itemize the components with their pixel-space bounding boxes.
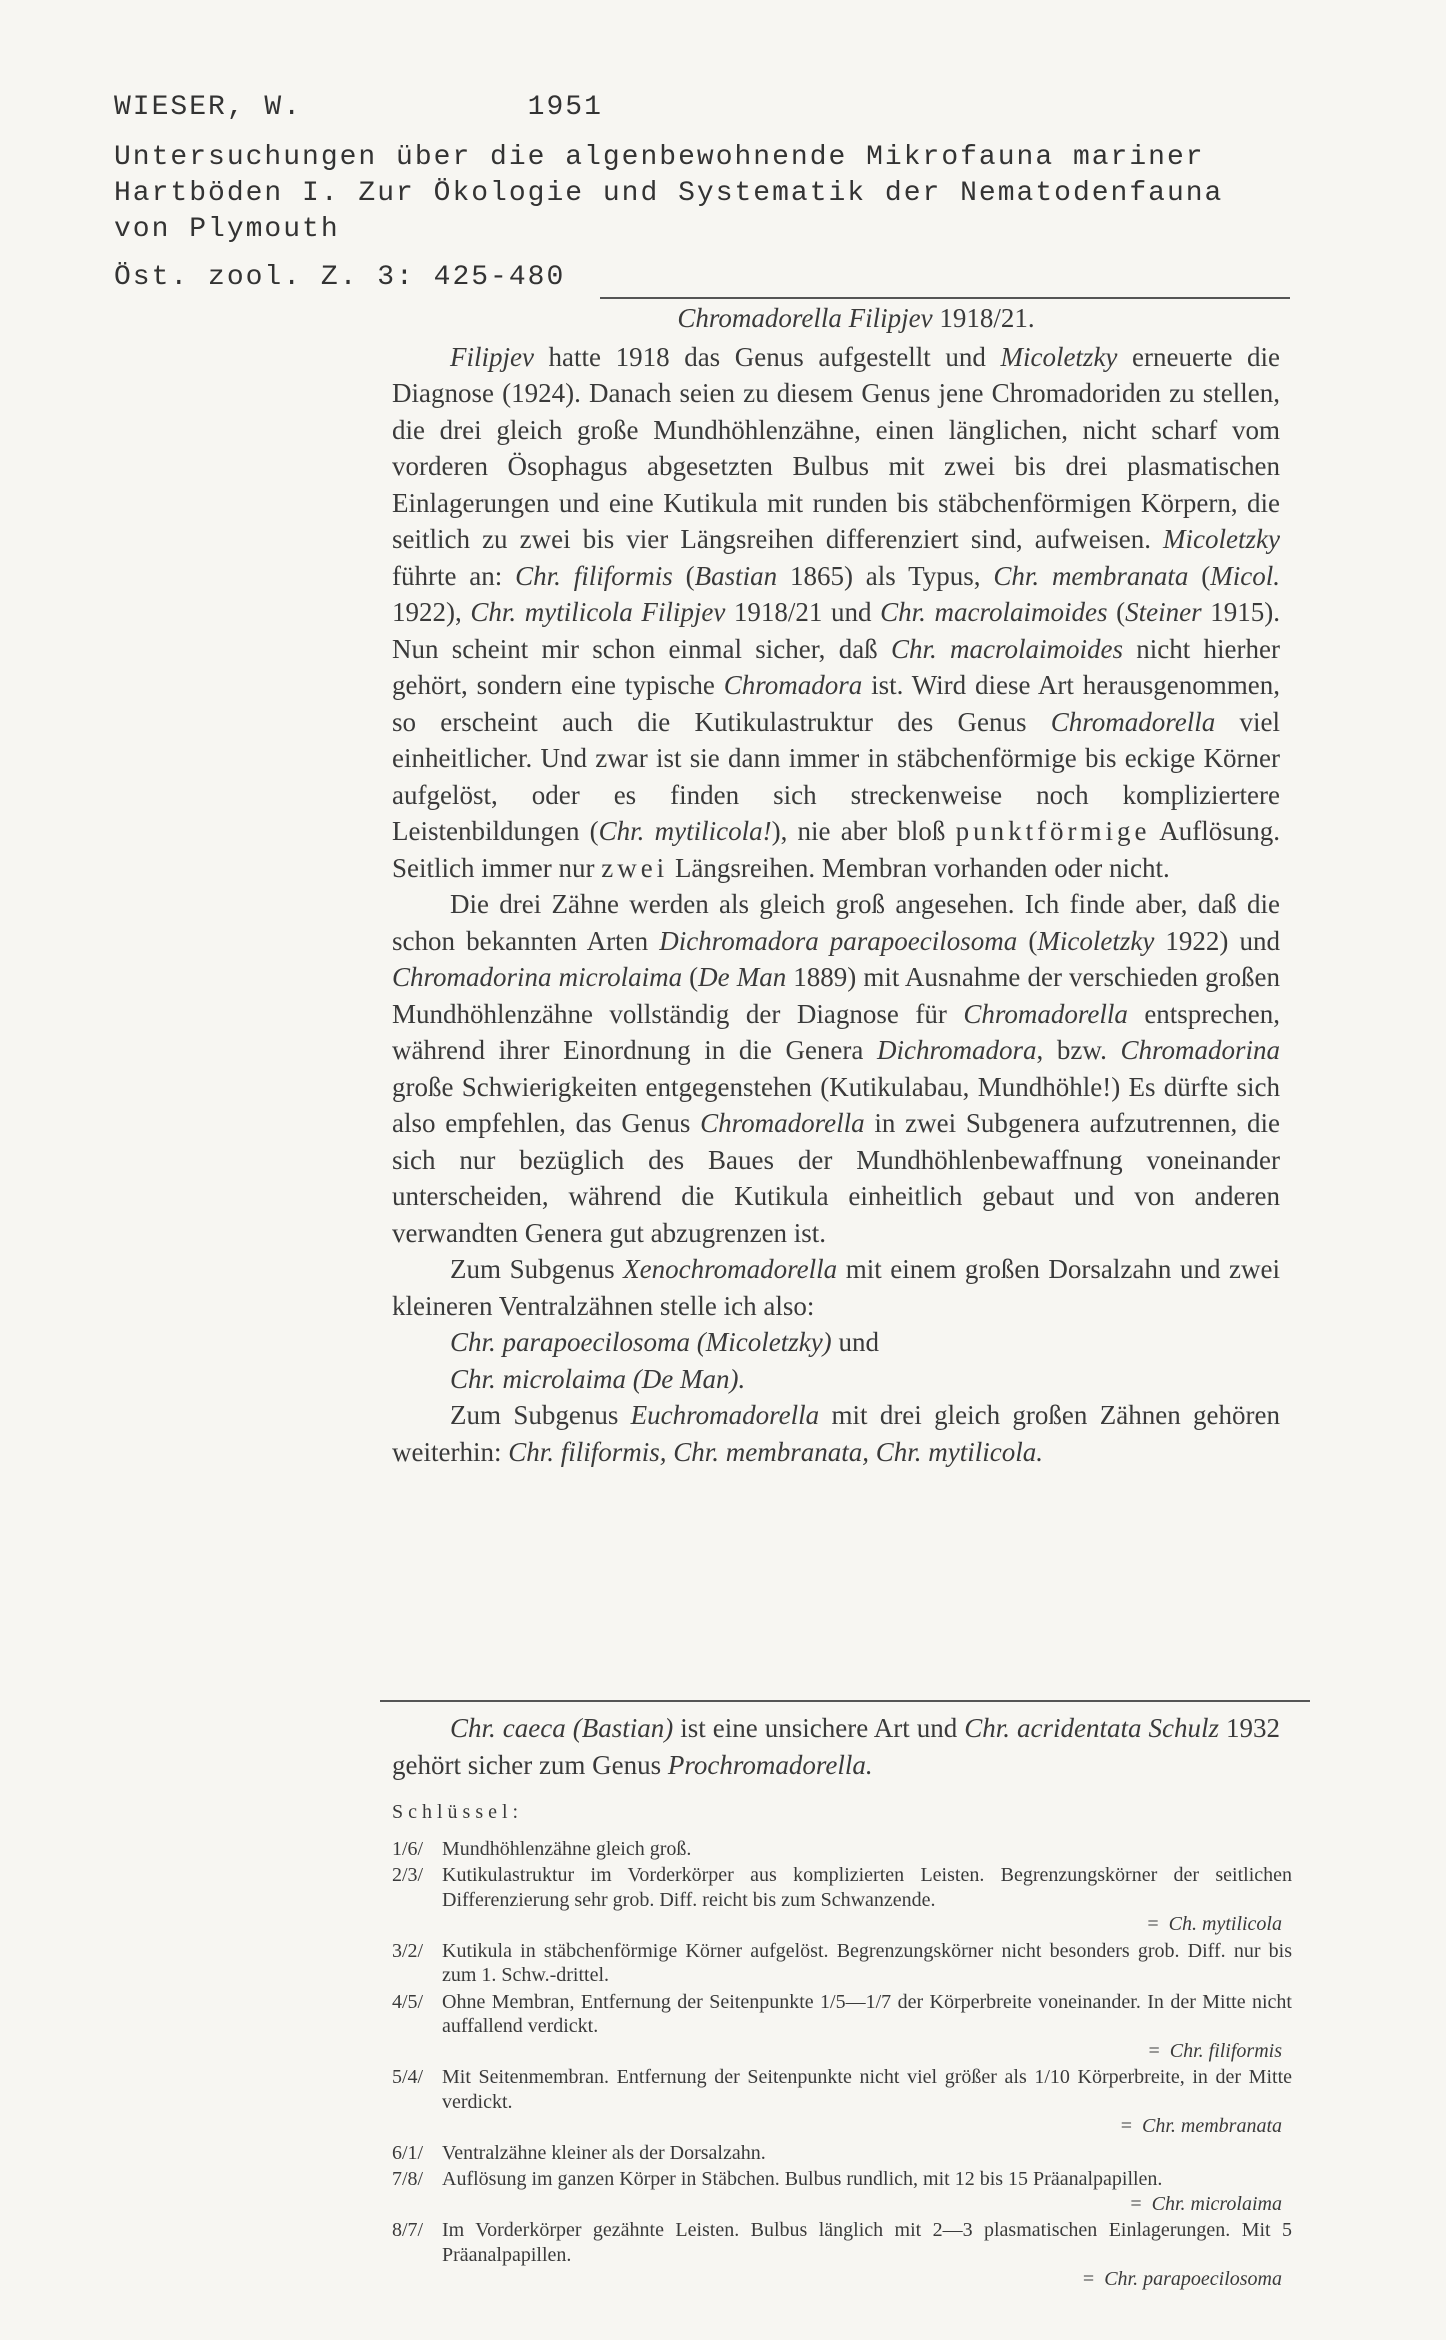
key-entry-text: Mit Seitenmembran. Entfernung der Seitenpunkte nicht viel größer als 1/10 Körperbreite, in der Mitte verdickt. = Chr. membranata (442, 2066, 1292, 2137)
key-entries (392, 1837, 1292, 2292)
text-run: Zum Subgenus (450, 1254, 624, 1284)
key-entry (392, 2065, 1292, 2139)
key-entry-number: 4/5/ (392, 1990, 424, 2013)
text-run: 1889) mit Ausnahme der verschieden großen Mundhöhlenzähne vollständig der Diagnose für (392, 962, 1280, 1029)
italic-term: Dichromadora parapoecilosoma (659, 925, 1018, 956)
species-list-item (392, 1324, 1280, 1361)
text-run: mit einem großen Dorsalzahn und zwei kleineren Ventralzähnen stelle ich also: (392, 1254, 1280, 1321)
italic-term: Chr. macrolaimoides (880, 597, 1108, 627)
text-run: 1932 gehört sicher zum Genus (392, 1713, 1280, 1780)
italic-term: Chromadorella (1050, 706, 1216, 737)
key-entry-text: Ohne Membran, Entfernung der Seitenpunkte 1/5—1/7 der Körperbreite voneinander. In der Mitte nicht auffallend verdickt. = Chr. filiformis (442, 1990, 1292, 2062)
note-paragraph (392, 1710, 1280, 1784)
text-run: , bzw. (1036, 1035, 1121, 1065)
italic-term: Chromadorella (963, 998, 1128, 1029)
text-run: hatte 1918 das Genus aufgestellt und (533, 341, 1001, 372)
identification-key (392, 1800, 1292, 2294)
italic-term: Chr. filiformis, Chr. membranata, Chr. mytilicola. (508, 1436, 1044, 1467)
text-run: Die drei Zähne werden als gleich groß angesehen. Ich finde aber, daß die schon bekannten Arten (392, 889, 1280, 956)
text-run: ( (1107, 597, 1126, 627)
spaced-emphasis: zwei (601, 852, 669, 883)
text-run: 1922), (392, 597, 471, 627)
text-run: Zum Subgenus (450, 1400, 631, 1430)
heading-genus: Chromadorella (677, 303, 842, 333)
italic-term: Chromadora (723, 670, 863, 700)
key-entry-text: Im Vorderkörper gezähnte Leisten. Bulbus länglich mit 2—3 plasmatischen Einlagerungen. Mit 5 Präanalpapillen. = Chr. parapoecilosoma (442, 2219, 1292, 2290)
citation-journal: Öst. zool. Z. 3: 425-480 (114, 262, 566, 293)
italic-term: Chromadorina microlaima (392, 962, 683, 992)
spaced-emphasis: punktförmige (955, 816, 1151, 846)
italic-term: Chr. macrolaimoides (890, 633, 1123, 664)
italic-term: Chr. membranata (993, 560, 1189, 591)
heading-author: Filipjev (848, 303, 933, 333)
italic-term: Chr. filiformis (515, 560, 673, 591)
key-entry-result: = Ch. mytilicola (1147, 1913, 1282, 1935)
citation-author-year: WIESER, W. 1951 (114, 92, 603, 123)
citation-title-line: von Plymouth (114, 214, 340, 245)
italic-term: Chr. mytilicola Filipjev (470, 597, 726, 627)
text-run: mit drei gleich großen Zähnen gehören weiterhin: (392, 1400, 1280, 1467)
key-title: Schlüssel: (392, 1801, 524, 1823)
italic-term: Steiner (1125, 597, 1202, 627)
italic-term: De Man (698, 962, 787, 992)
text-run: 1922) und (1154, 925, 1280, 956)
text-run: Auflösung. Seitlich immer nur (392, 816, 1280, 883)
italic-term: Xenochromadorella (623, 1254, 838, 1284)
italic-term: Chromadorina (1120, 1035, 1280, 1065)
note-text (392, 1710, 1280, 1784)
text-run: ist eine unsichere Art und (673, 1713, 965, 1743)
heading-year: 1918/21. (939, 303, 1035, 333)
key-entry (392, 2167, 1292, 2216)
italic-term: Chr. parapoecilosoma (Micoletzky) (450, 1327, 832, 1357)
text-run: 1915). Nun scheint mir schon einmal sicher, daß (392, 597, 1280, 664)
text-run: nicht hierher gehört, sondern eine typische (392, 633, 1280, 700)
paragraph (392, 339, 1280, 887)
italic-term: Chromadorella (700, 1108, 865, 1138)
italic-term: Micol. (1210, 560, 1280, 591)
italic-term: Euchromadorella (630, 1400, 820, 1430)
text-run: in zwei Subgenera aufzutrennen, die sich nur bezüglich des Baues der Mundhöhlenbewaffnung voneinander unterscheiden, während die Kutikula einheitlich gebaut und von anderen verwandten Genera gut abzugrenzen ist. (392, 1108, 1280, 1248)
key-entry-text: Kutikula in stäbchenförmige Körner aufgelöst. Begrenzungskörner nicht besonders grob. Diff. nur bis zum 1. Schw.-drittel. (442, 1939, 1292, 1986)
italic-term: Chr. microlaima (De Man). (450, 1363, 746, 1394)
italic-term: Filipjev (450, 341, 534, 372)
text-run: große Schwierigkeiten entgegenstehen (Kutikulabau, Mundhöhle!) Es dürfte sich also empfehlen, das Genus (392, 1071, 1280, 1138)
key-entry (392, 2141, 1292, 2166)
key-entry (392, 1939, 1292, 1988)
italic-term: Chr. acridentata Schulz (964, 1713, 1219, 1743)
italic-term: Prochromadorella. (667, 1750, 873, 1780)
species-list-item (392, 1361, 1280, 1398)
key-entry-result: = Chr. parapoecilosoma (1082, 2268, 1282, 2290)
text-run: und (831, 1327, 879, 1357)
key-entry-text: Mundhöhlenzähne gleich groß. (442, 1837, 692, 1860)
text-run: ( (1017, 925, 1038, 956)
italic-term: Micoletzky (1000, 341, 1118, 372)
italic-term: Dichromadora (877, 1035, 1037, 1065)
text-run: ( (672, 560, 695, 591)
key-entry-number: 5/4/ (392, 2066, 424, 2088)
main-text (392, 300, 1280, 1470)
key-entry-number: 7/8/ (392, 2168, 424, 2190)
key-entry-result: = Chr. microlaima (1130, 2192, 1282, 2215)
key-entry (392, 2218, 1292, 2292)
italic-term: Micoletzky (1163, 524, 1280, 554)
section-heading (392, 300, 1280, 337)
key-entry-text: Ventralzähne kleiner als der Dorsalzahn. (442, 2141, 766, 2164)
italic-term: Bastian (694, 560, 778, 591)
italic-term: Chr. mytilicola! (598, 816, 772, 846)
key-entry-result: = Chr. membranata (1120, 2115, 1282, 2137)
italic-term: Micoletzky (1037, 925, 1155, 956)
header-divider (600, 297, 1290, 299)
key-entry (392, 1863, 1292, 1937)
text-run: ( (682, 962, 699, 992)
key-entry-number: 8/7/ (392, 2219, 424, 2241)
key-entry-number: 3/2/ (392, 1939, 424, 1962)
italic-term: Chr. caeca (Bastian) (450, 1713, 674, 1743)
citation-title (114, 140, 1223, 248)
text-run: viel einheitlicher. Und zwar ist sie dann immer in stäbchenförmige bis eckige Körner aufgelöst, oder es finden sich streckenweise noch kompliziertere Leistenbildungen ( (392, 706, 1281, 846)
paragraph (392, 886, 1280, 1251)
citation-title-line: Hartböden I. Zur Ökologie und Systematik der Nematodenfauna (114, 178, 1224, 209)
clipping-divider (380, 1700, 1310, 1702)
key-entry-result: = Chr. filiformis (1148, 2039, 1282, 2062)
key-entry (392, 1990, 1292, 2064)
text-run: erneuerte die Diagnose (1924). Danach seien zu diesem Genus jene Chromadoriden zu stellen, die drei gleich große Mundhöhlenzähne, einen länglichen, nicht scharf vom vorderen Ösophagus abgesetzten Bulbus mit zwei bis drei plasmatischen Einlagerungen und eine Kutikula mit runden bis stäbchenförmigen Körpern, die seitlich zu zwei bis vier Längsreihen differenziert sind, aufweisen. (392, 341, 1280, 554)
text-run: ), nie aber bloß (771, 816, 956, 846)
key-entry-number: 6/1/ (392, 2141, 424, 2164)
key-entry (392, 1837, 1292, 1862)
key-entry-text: Kutikulastruktur im Vorderkörper aus komplizierten Leisten. Begrenzungskörner der seitlichen Differenzierung sehr grob. Diff. reicht bis zum Schwanzende. = Ch. mytilicola (442, 1864, 1292, 1935)
paragraph (392, 1397, 1280, 1470)
text-run: 1918/21 und (725, 597, 881, 627)
text-run: 1865) als Typus, (777, 560, 994, 591)
text-run: Längsreihen. Membran vorhanden oder nicht. (668, 852, 1170, 883)
text-run: ist. Wird diese Art herausgenommen, so erscheint auch die Kutikulastruktur des Genus (392, 670, 1280, 737)
text-run: entsprechen, während ihrer Einordnung in die Genera (392, 998, 1281, 1065)
paragraph (392, 1251, 1280, 1324)
key-entry-number: 2/3/ (392, 1864, 424, 1886)
text-run: führte an: (392, 560, 516, 591)
key-entry-number: 1/6/ (392, 1837, 424, 1860)
text-run: ( (1188, 560, 1211, 591)
citation-title-line: Untersuchungen über die algenbewohnende Mikrofauna mariner (114, 142, 1205, 173)
key-entry-text: Auflösung im ganzen Körper in Stäbchen. Bulbus rundlich, mit 12 bis 15 Präanalpapillen. = Chr. microlaima (442, 2167, 1292, 2216)
